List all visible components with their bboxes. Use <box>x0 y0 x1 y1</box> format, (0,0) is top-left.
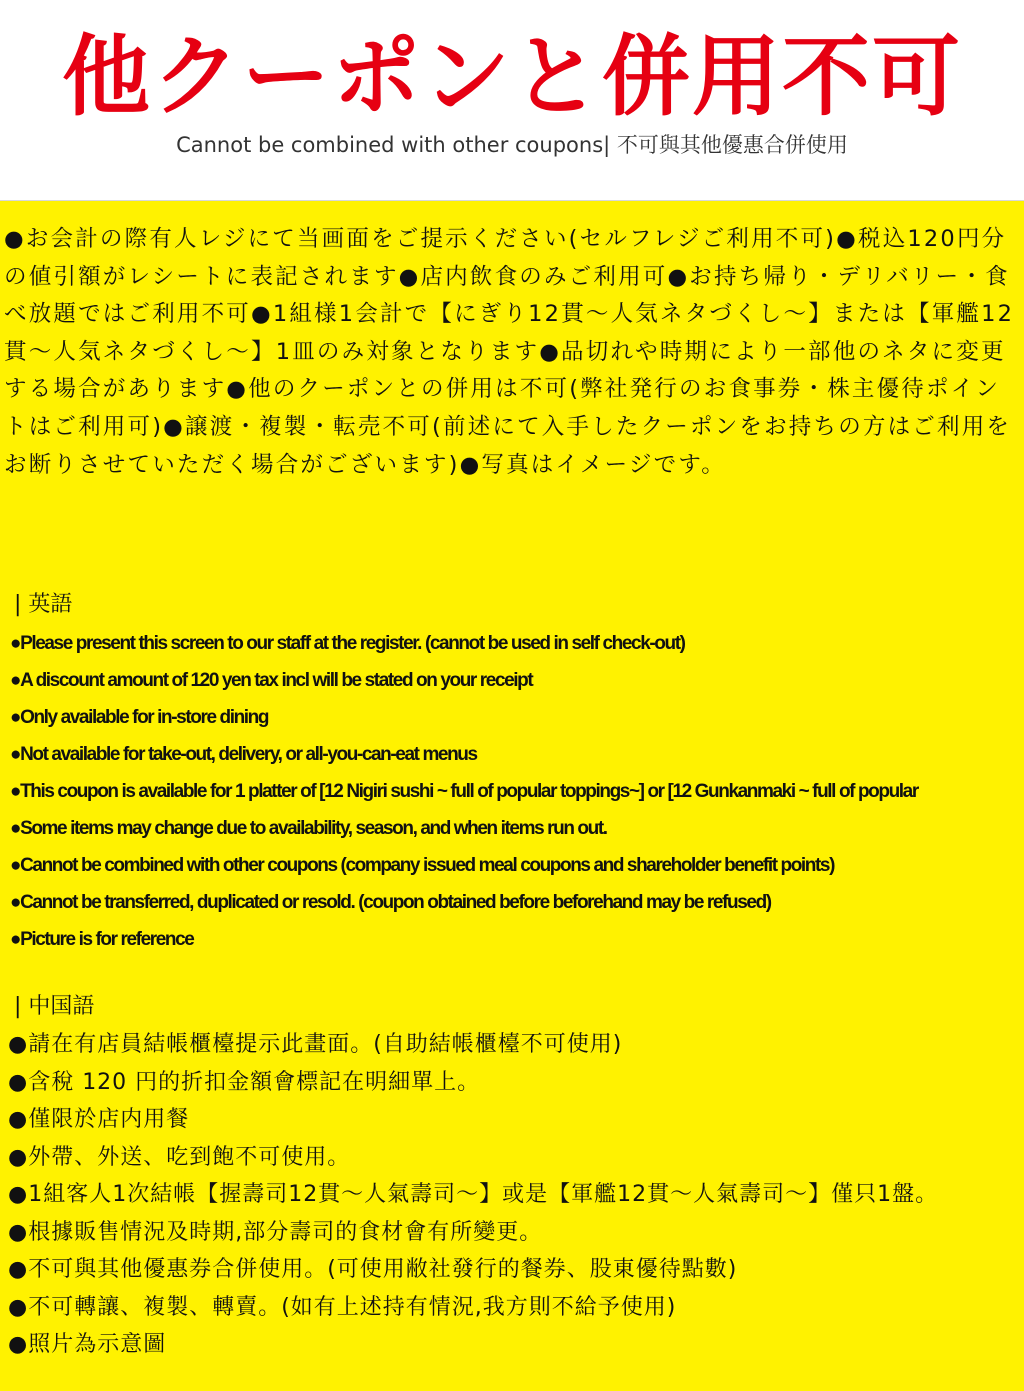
chinese-term-item: ●不可與其他優惠券合併使用。(可使用敝社發行的餐券、股東優待點數) <box>8 1257 738 1282</box>
chinese-term-item: ●請在有店員結帳櫃檯提示此畫面。(自助結帳櫃檯不可使用) <box>8 1032 623 1057</box>
english-term-item: ●Not available for take-out, delivery, or all-you-can-eat menus <box>10 744 477 765</box>
chinese-terms-list <box>8 1026 1022 1364</box>
english-section-heading: | 英語 <box>14 592 73 617</box>
chinese-term-item: ●含稅 120 円的折扣金額會標記在明細單上。 <box>8 1069 481 1095</box>
coupon-title: 他クーポンと併用不可 <box>61 25 962 128</box>
english-term-item: ●Please present this screen to our staff at the register. (cannot be used in self check-out) <box>10 633 685 654</box>
english-term-item: ●Cannot be combined with other coupons (company issued meal coupons and shareholder benefit points) <box>10 855 835 876</box>
chinese-term-item: ●不可轉讓、複製、轉賣。(如有上述持有情況,我方則不給予使用) <box>8 1294 677 1320</box>
english-term-item: ●Only available for in-store dining <box>10 707 269 728</box>
chinese-term-item: ●根據販售情況及時期,部分壽司的食材會有所變更。 <box>8 1219 543 1245</box>
english-term-item: ●This coupon is available for 1 platter of [12 Nigiri sushi ~ full of popular toppings~] or [12 Gunkanmaki ~ full of popular <box>10 781 918 802</box>
coupon-subtitle: Cannot be combined with other coupons| 不可與其他優惠合併使用 <box>176 133 848 157</box>
chinese-term-item: ●僅限於店内用餐 <box>8 1107 190 1132</box>
chinese-term-item: ●外帶、外送、吃到飽不可使用。 <box>8 1144 351 1170</box>
english-term-item: ●Picture is for reference <box>10 929 194 950</box>
chinese-section-heading: | 中国語 <box>14 994 95 1019</box>
english-term-item: ●Some items may change due to availability, season, and when items run out. <box>10 818 607 839</box>
english-terms-list <box>10 625 1024 958</box>
english-term-item: ●A discount amount of 120 yen tax incl will be stated on your receipt <box>10 670 533 691</box>
chinese-term-item: ●1組客人1次結帳【握壽司12貫〜人氣壽司〜】或是【軍艦12貫〜人氣壽司〜】僅只1盤。 <box>8 1182 939 1207</box>
coupon-header <box>0 0 1024 201</box>
english-term-item: ●Cannot be transferred, duplicated or resold. (coupon obtained before beforehand may be refused) <box>10 892 771 913</box>
chinese-term-item: ●照片為示意圖 <box>8 1332 167 1357</box>
japanese-terms-text: ●お会計の際有人レジにて当画面をご提示ください(セルフレジご利用不可)●税込120円分の値引額がレシートに表記されます●店内飲食のみご利用可●お持ち帰り・デリバリー・食べ放題ではご利用不可●1組様1会計で【にぎり12貫〜人気ネタづくし〜】または【軍艦12貫〜人気ネタづくし〜】1皿のみ対象となります●品切れや時期により一部他のネタに変更する場合があります●他のクーポンとの併用は不可(弊社発行のお食事券・株主優待ポイントはご利用可)●譲渡・複製・転売不可(前述にて入手したクーポンをお持ちの方はご利用をお断りさせていただく場合がございます)●写真はイメージです。 <box>4 226 1015 478</box>
